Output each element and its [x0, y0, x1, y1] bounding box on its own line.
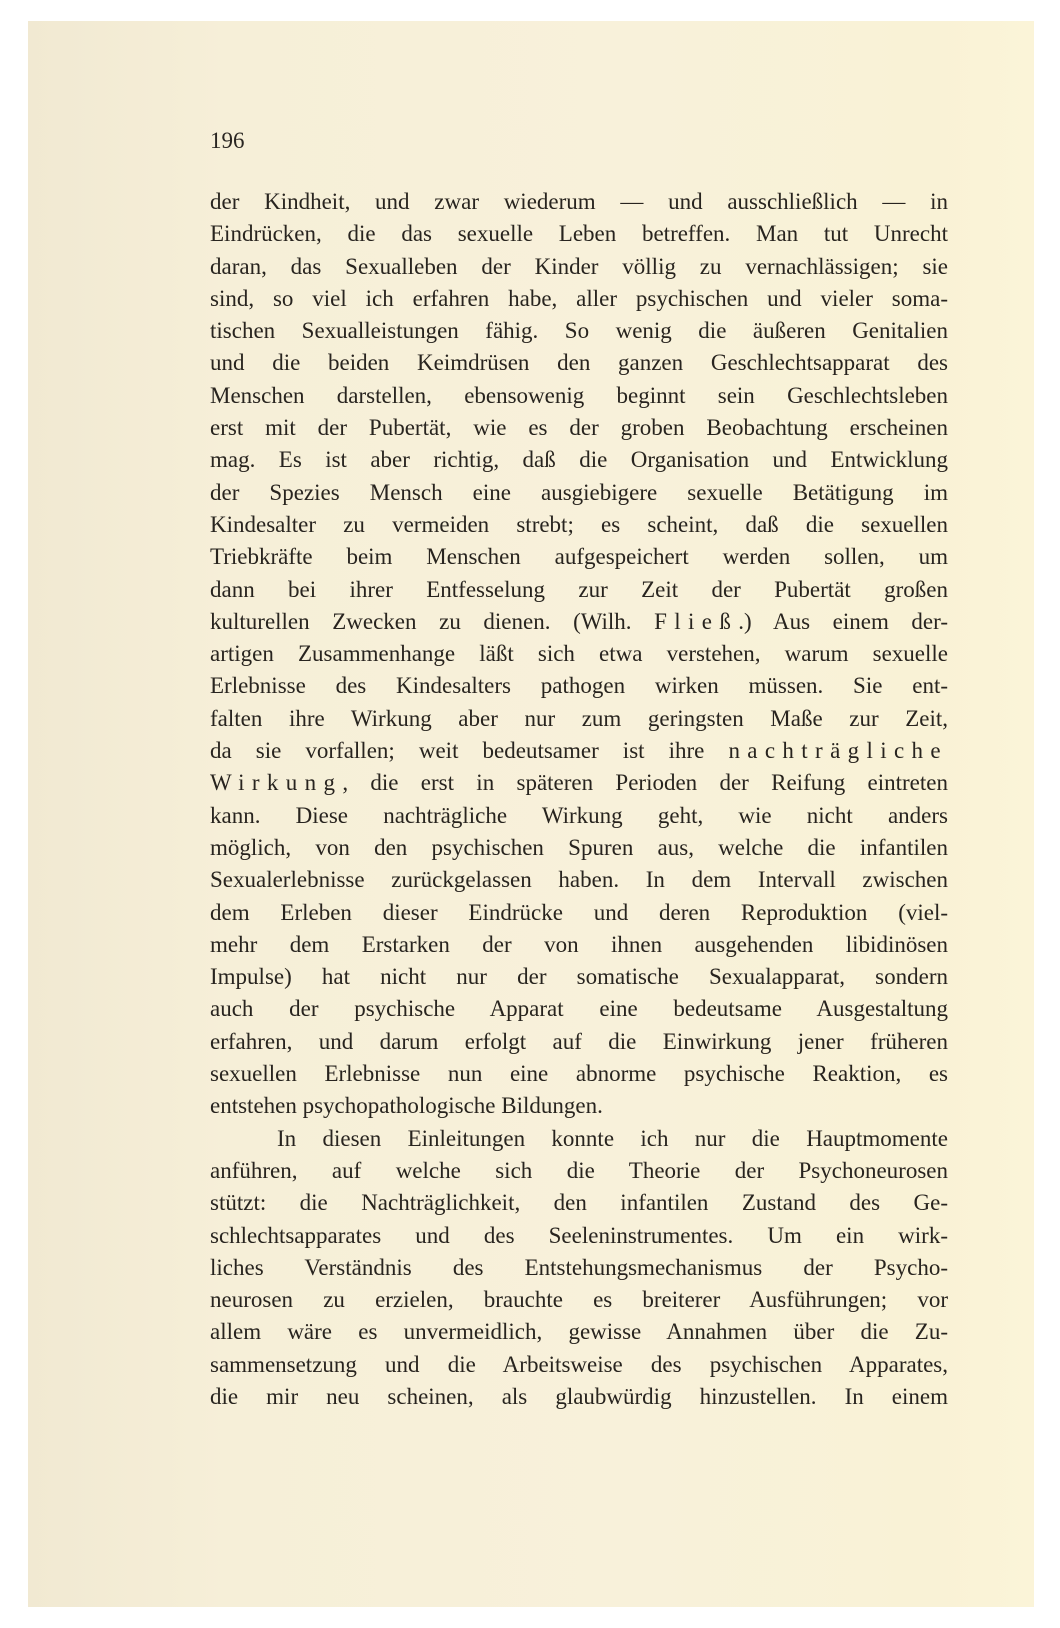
text-segment: kann. Diese nachträgliche Wirkung geht, wie nicht anders	[210, 802, 948, 828]
text-line	[210, 574, 948, 606]
text-segment: auch der psychische Apparat eine bedeutsame Ausgestaltung	[210, 996, 948, 1022]
text-segment: allem wäre es unvermeidlich, gewisse Annahmen über die Zu-	[210, 1319, 948, 1345]
text-segment: der Spezies Mensch eine ausgiebigere sexuelle Betätigung im	[210, 479, 948, 505]
text-line	[210, 444, 948, 476]
text-line	[210, 638, 948, 670]
text-segment: neurosen zu erzielen, brauchte es breiterer Ausführungen; vor	[210, 1287, 948, 1313]
text-segment: Sexualerlebnisse zurückgelassen haben. In dem Intervall zwischen	[210, 867, 948, 893]
text-line	[210, 993, 948, 1025]
text-line	[210, 864, 948, 896]
text-line	[210, 1187, 948, 1219]
text-segment: entstehen psychopathologische Bildungen.	[210, 1093, 603, 1119]
text-line	[210, 251, 948, 283]
text-line	[210, 1252, 948, 1284]
text-segment: Erlebnisse des Kindesalters pathogen wirken müssen. Sie ent-	[210, 673, 948, 699]
text-segment: anführen, auf welche sich die Theorie der Psychoneurosen	[210, 1157, 948, 1183]
text-segment: tischen Sexualleistungen fähig. So wenig die äußeren Genitalien	[210, 318, 948, 344]
text-segment: sexuellen Erlebnisse nun eine abnorme psychische Reaktion, es	[210, 1061, 948, 1087]
text-segment: erfahren, und darum erfolgt auf die Einwirkung jener früheren	[210, 1028, 948, 1054]
text-line	[210, 1220, 948, 1252]
text-line	[210, 897, 948, 929]
text-line	[210, 703, 948, 735]
text-segment: liches Verständnis des Entstehungsmechanismus der Psycho-	[210, 1254, 948, 1280]
text-line	[210, 380, 948, 412]
text-line	[210, 1316, 948, 1348]
text-segment: stützt: die Nachträglichkeit, den infantilen Zustand des Ge-	[210, 1190, 948, 1216]
text-line	[210, 186, 948, 218]
page-number: 196	[210, 128, 245, 153]
text-segment: In diesen Einleitungen konnte ich nur die Hauptmomente	[277, 1125, 948, 1151]
emphasized-text: Wirkung	[210, 770, 343, 796]
body-text	[210, 186, 948, 1413]
text-segment: Menschen darstellen, ebensowenig beginnt sein Geschlechtsleben	[210, 382, 948, 408]
text-segment: da sie vorfallen; weit bedeutsamer ist ihre	[210, 738, 729, 764]
text-segment: und die beiden Keimdrüsen den ganzen Geschlechtsapparat des	[210, 350, 948, 376]
text-segment: mag. Es ist aber richtig, daß die Organisation und Entwicklung	[210, 447, 948, 473]
text-line	[210, 541, 948, 573]
text-segment: artigen Zusammenhange läßt sich etwa verstehen, warum sexuelle	[210, 641, 948, 667]
text-line	[210, 832, 948, 864]
text-segment: schlechtsapparates und des Seeleninstrumentes. Um ein wirk-	[210, 1222, 948, 1248]
text-line	[210, 1381, 948, 1413]
text-line	[210, 1026, 948, 1058]
text-segment: daran, das Sexualleben der Kinder völlig zu vernachlässigen; sie	[210, 253, 948, 279]
text-segment: kulturellen Zwecken zu dienen. (Wilh.	[210, 608, 655, 634]
text-line	[210, 735, 948, 767]
text-line	[210, 1284, 948, 1316]
text-line	[210, 1123, 948, 1155]
text-segment: sind, so viel ich erfahren habe, aller psychischen und vieler soma-	[210, 285, 948, 311]
text-segment: Kindesalter zu vermeiden strebt; es scheint, daß die sexuellen	[210, 511, 948, 537]
text-segment: erst mit der Pubertät, wie es der groben Beobachtung erscheinen	[210, 415, 948, 441]
text-line	[210, 283, 948, 315]
text-segment: die mir neu scheinen, als glaubwürdig hinzustellen. In einem	[210, 1383, 948, 1409]
emphasized-text: nachträgliche	[728, 738, 948, 764]
text-segment: Eindrücken, die das sexuelle Leben betreffen. Man tut Unrecht	[210, 221, 948, 247]
text-line	[210, 929, 948, 961]
text-segment: sammensetzung und die Arbeitsweise des psychischen Apparates,	[210, 1351, 948, 1377]
text-segment: Impulse) hat nicht nur der somatische Sexualapparat, sondern	[210, 964, 948, 990]
text-segment: Triebkräfte beim Menschen aufgespeichert werden sollen, um	[210, 544, 948, 570]
text-line	[210, 767, 948, 799]
text-line	[210, 412, 948, 444]
emphasized-text: Fließ	[654, 608, 739, 634]
text-line	[210, 800, 948, 832]
text-segment: mehr dem Erstarken der von ihnen ausgehenden libidinösen	[210, 931, 948, 957]
text-line	[210, 1349, 948, 1381]
text-segment: .) Aus einem der-	[738, 608, 949, 634]
text-line	[210, 509, 948, 541]
text-line	[210, 315, 948, 347]
text-line	[210, 347, 948, 379]
text-line	[210, 1155, 948, 1187]
text-segment: , die erst in späteren Perioden der Reifung eintreten	[342, 770, 948, 796]
text-line	[210, 606, 948, 638]
text-line	[210, 670, 948, 702]
text-line	[210, 218, 948, 250]
text-segment: möglich, von den psychischen Spuren aus, welche die infantilen	[210, 834, 948, 860]
text-line	[210, 1058, 948, 1090]
text-segment: dann bei ihrer Entfesselung zur Zeit der Pubertät großen	[210, 576, 948, 602]
text-segment: falten ihre Wirkung aber nur zum geringsten Maße zur Zeit,	[210, 705, 948, 731]
text-segment: der Kindheit, und zwar wiederum — und ausschließlich — in	[210, 189, 948, 214]
text-segment: dem Erleben dieser Eindrücke und deren Reproduktion (viel-	[210, 899, 948, 925]
text-line	[210, 961, 948, 993]
text-line	[210, 1090, 948, 1122]
text-line	[210, 477, 948, 509]
